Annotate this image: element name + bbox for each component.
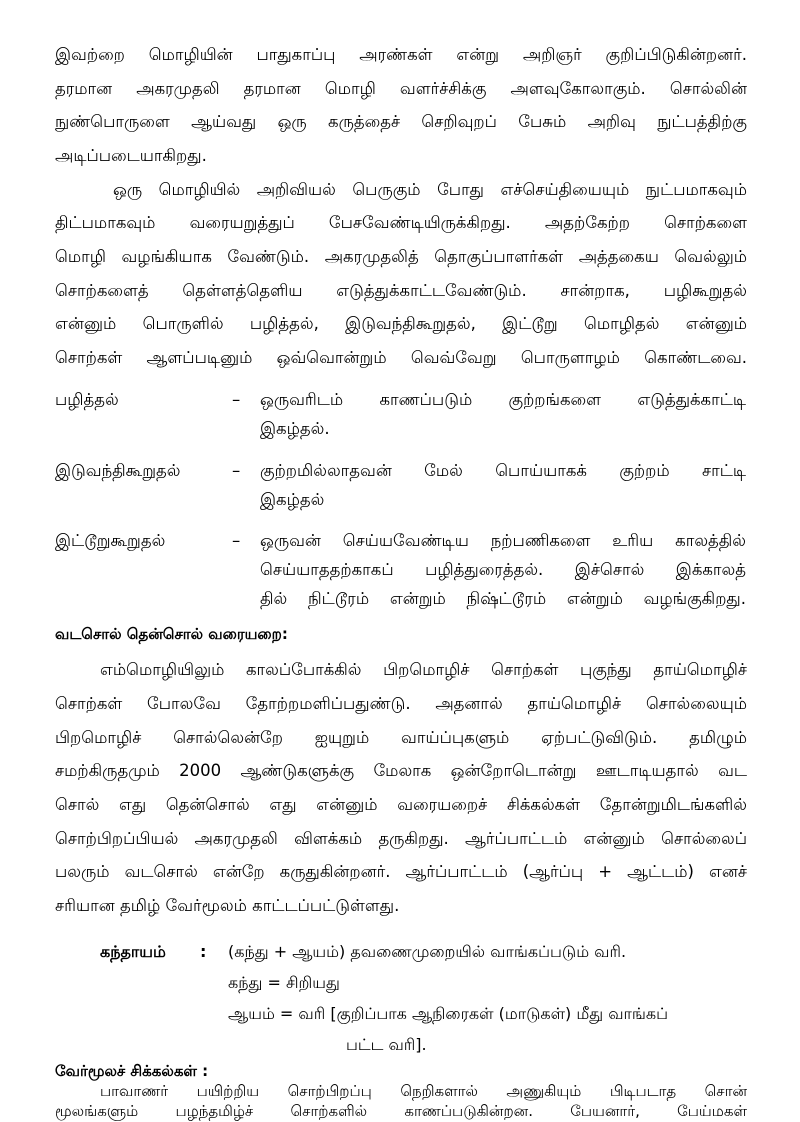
paragraph2-line: என்னும் பொருளில் பழித்தல், இடுவந்திகூறுதல், இட்டூறு மொழிதல் என்னும் [55,314,747,333]
paragraph3-line: பலரும் வடசொல் என்றே கருதுகின்றனர். ஆர்ப்பாட்டம் (ஆர்ப்பு + ஆட்டம்) எனச் [55,862,747,881]
paragraph2-line: சொற்கள் ஆளப்படினும் ஒவ்வொன்றும் வெவ்வேறு பொருளாழம் கொண்டவை. [55,348,747,367]
definition-text: தில் நிட்டூரம் என்றும் நிஷ்ட்டூரம் என்றும் வழங்குகிறது. [260,589,746,608]
definition-dash: – [232,531,241,550]
paragraph2-line: சொற்களைத் தெள்ளத்தெளிய எடுத்துக்காட்டவேண்டும். சான்றாக, பழிகூறுதல் [55,281,747,300]
paragraph3-line: சரியான தமிழ் வேர்மூலம் காட்டப்பட்டுள்ளது. [55,896,400,915]
paragraph4-line: பாவாணர் பயிற்றிய சொற்பிறப்பு நெறிகளால் அணுகியும் பிடிபடாத சொன் [100,1082,747,1100]
definition-dash: – [232,461,241,480]
paragraph3-line: சொற்கள் போலவே தோற்றமளிப்பதுண்டு. அதனால் தாய்மொழிச் சொல்லையும் [55,694,747,713]
paragraph2-line: மொழி வழங்கியாக வேண்டும். அகரமுதலித் தொகுப்பாளர்கள் அத்தகைய வெல்லும் [55,247,747,266]
definition-text: குற்றமில்லாதவன் மேல் பொய்யாகக் குற்றம் சாட்டி [260,461,746,480]
paragraph2-line: திட்பமாகவும் வரையறுத்துப் பேசவேண்டியிருக்கிறது. அதற்கேற்ற சொற்களை [55,213,747,232]
definition-term: இடுவந்திகூறுதல் [55,461,181,480]
example-line: பட்ட வரி]. [346,1035,427,1054]
example-line: ஆயம் = வரி [குறிப்பாக ஆநிரைகள் (மாடுகள்) மீது வாங்கப் [228,1004,669,1023]
definition-text: இகழ்தல் [260,490,325,509]
paragraph3-line: பிறமொழிச் சொல்லென்றே ஐயுறும் வாய்ப்புகளும் ஏற்பட்டுவிடும். தமிழும் [55,728,747,747]
example-line: கந்து = சிறியது [228,973,340,992]
definition-text: செய்யாததற்காகப் பழித்துரைத்தல். இச்சொல் இக்காலத் [260,560,746,579]
paragraph1-line: நுண்பொருளை ஆய்வது ஒரு கருத்தைச் செறிவுறப் பேசும் அறிவு நுட்பத்திற்கு [55,112,747,131]
example-colon: : [200,942,207,961]
definition-text: ஒருவரிடம் காணப்படும் குற்றங்களை எடுத்துக்காட்டி [260,390,746,409]
paragraph3-line: எம்மொழியிலும் காலப்போக்கில் பிறமொழிச் சொற்கள் புகுந்து தாய்மொழிச் [100,660,747,679]
definition-term: இட்டூறுகூறுதல் [55,531,166,550]
definition-dash: – [232,390,241,409]
section-heading: வடசொல் தென்சொல் வரையறை: [55,625,288,643]
paragraph3-line: சொல் எது தென்சொல் எது என்னும் வரையறைச் சிக்கல்கள் தோன்றுமிடங்களில் [55,795,747,814]
definition-text: இகழ்தல். [260,419,330,438]
definition-term: பழித்தல் [55,390,119,409]
paragraph4-line: மூலங்களும் பழந்தமிழ்ச் சொற்களில் காணப்படுகின்றன. பேயனார், பேய்மகள் [55,1102,747,1120]
definition-text: ஒருவன் செய்யவேண்டிய நற்பணிகளை உரிய காலத்தில் [260,531,746,550]
paragraph2-line: ஒரு மொழியில் அறிவியல் பெருகும் போது எச்செய்தியையும் நுட்பமாகவும் [113,180,747,199]
paragraph3-line: சொற்பிறப்பியல் அகரமுதலி விளக்கம் தருகிறது. ஆர்ப்பாட்டம் என்னும் சொல்லைப் [55,829,747,848]
paragraph1-line: தரமான அகரமுதலி தரமான மொழி வளர்ச்சிக்கு அளவுகோலாகும். சொல்லின் [55,79,747,98]
example-line: (கந்து + ஆயம்) தவணைமுறையில் வாங்கப்படும் வரி. [228,942,627,961]
paragraph1-line: இவற்றை மொழியின் பாதுகாப்பு அரண்கள் என்று அறிஞர் குறிப்பிடுகின்றனர். [55,45,747,64]
example-term: கந்தாயம் [100,942,166,961]
paragraph1-line: அடிப்படையாகிறது. [55,146,207,165]
paragraph3-line: சமற்கிருதமும் 2000 ஆண்டுகளுக்கு மேலாக ஒன்றோடொன்று ஊடாடியதால் வட [55,761,747,780]
section-heading: வேர்மூலச் சிக்கல்கள் : [55,1062,209,1080]
